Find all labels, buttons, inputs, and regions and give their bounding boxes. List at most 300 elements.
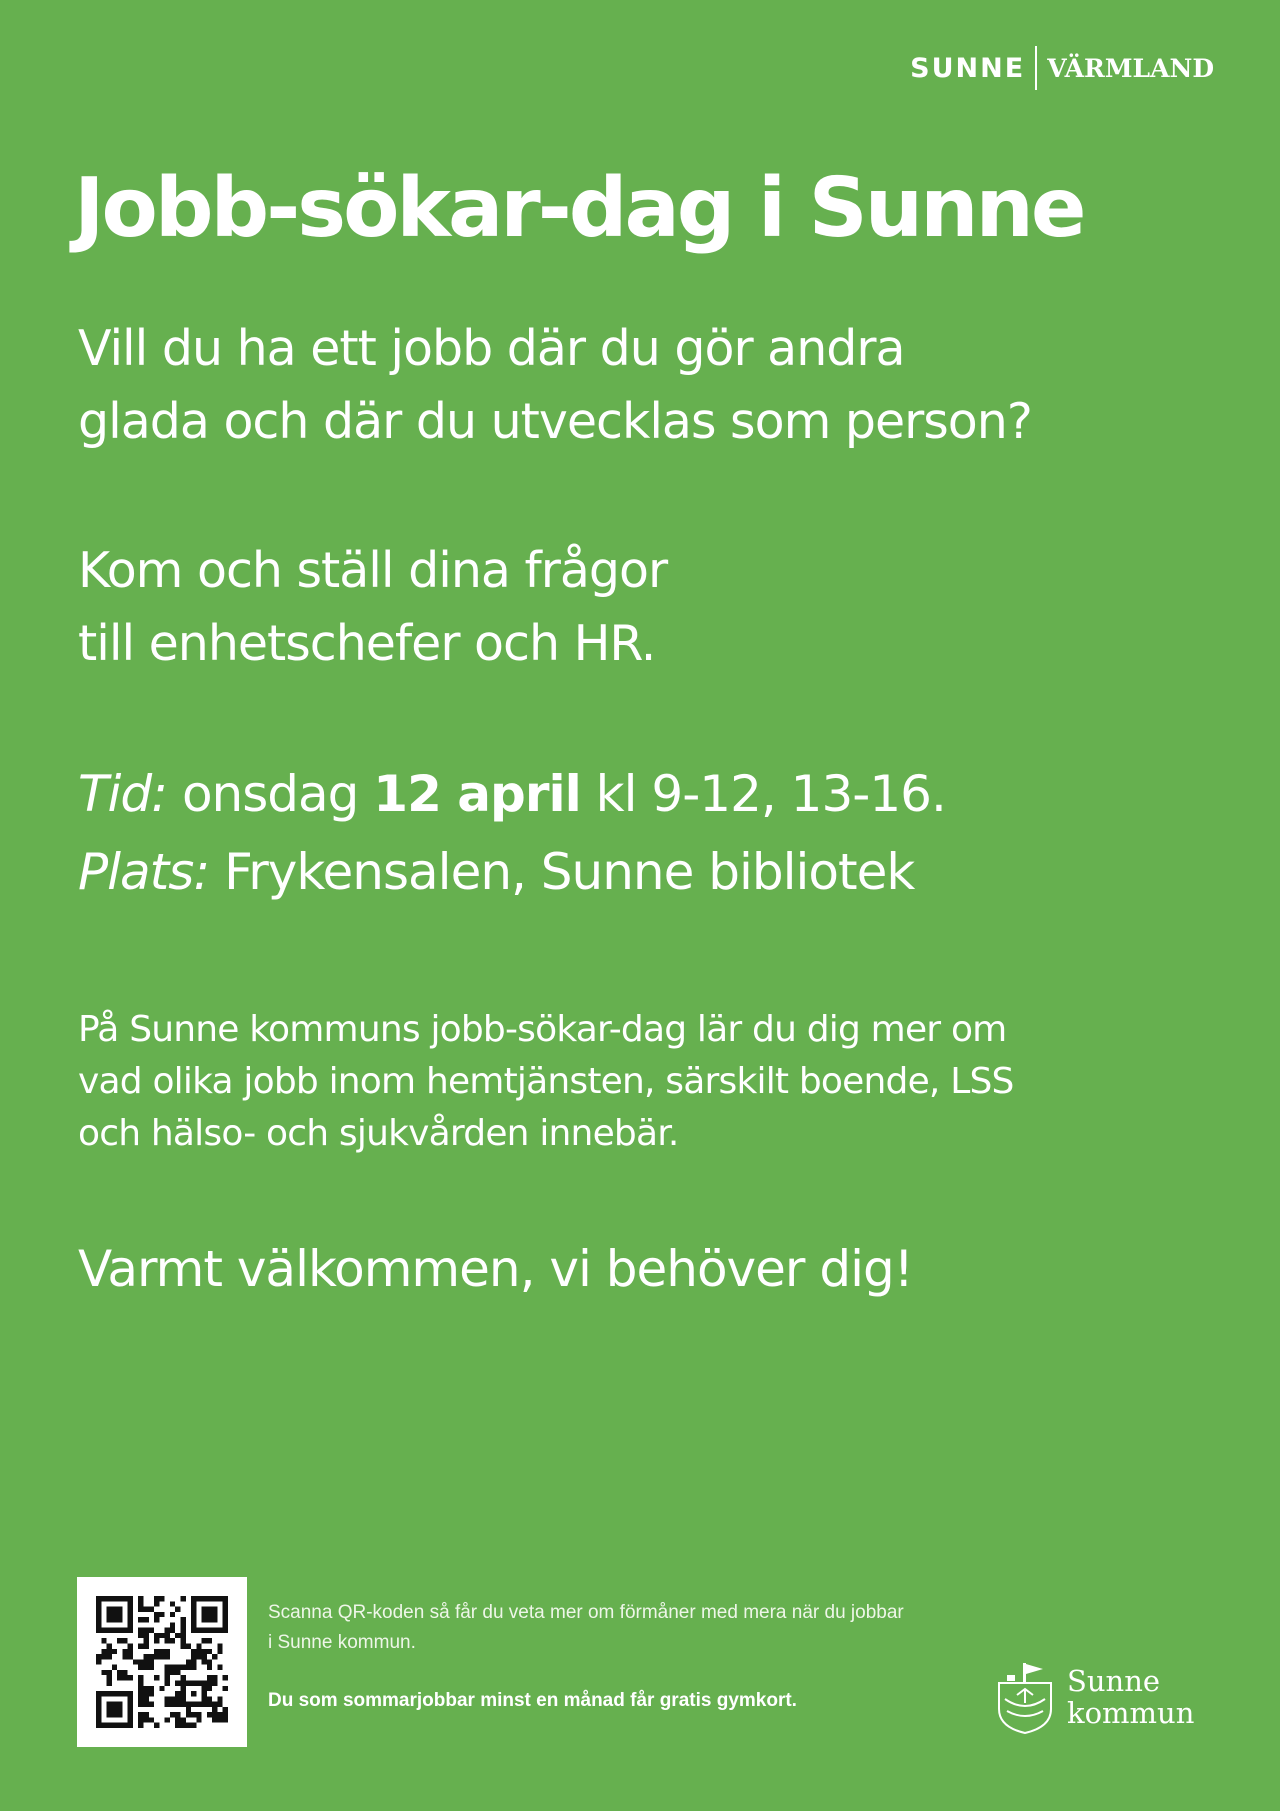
qr-module bbox=[212, 1612, 217, 1617]
qr-module bbox=[101, 1596, 106, 1601]
qr-module bbox=[159, 1649, 164, 1654]
qr-module bbox=[154, 1601, 159, 1606]
qr-module bbox=[212, 1596, 217, 1601]
qr-module bbox=[165, 1675, 170, 1680]
qr-module bbox=[207, 1638, 212, 1643]
time-label: Tid: bbox=[78, 765, 168, 823]
qr-module bbox=[128, 1612, 133, 1617]
qr-module bbox=[128, 1707, 133, 1712]
qr-module bbox=[207, 1628, 212, 1633]
qr-module bbox=[223, 1622, 228, 1627]
qr-module bbox=[96, 1654, 101, 1659]
qr-module bbox=[207, 1617, 212, 1622]
qr-module bbox=[117, 1612, 122, 1617]
qr-module bbox=[128, 1607, 133, 1612]
qr-module bbox=[212, 1712, 217, 1717]
qr-module bbox=[122, 1654, 127, 1659]
qr-module bbox=[117, 1675, 122, 1680]
qr-module bbox=[117, 1617, 122, 1622]
qr-module bbox=[101, 1628, 106, 1633]
qr-module bbox=[122, 1723, 127, 1728]
qr-module bbox=[112, 1596, 117, 1601]
qr-module bbox=[191, 1612, 196, 1617]
qr-module bbox=[180, 1680, 185, 1685]
qr-module bbox=[191, 1702, 196, 1707]
qr-module bbox=[149, 1717, 154, 1722]
time-row bbox=[78, 755, 946, 833]
qr-module bbox=[96, 1596, 101, 1601]
qr-module bbox=[96, 1696, 101, 1701]
qr-module bbox=[107, 1680, 112, 1685]
qr-code-graphic bbox=[96, 1596, 228, 1728]
qr-module bbox=[202, 1696, 207, 1701]
qr-module bbox=[128, 1723, 133, 1728]
qr-module bbox=[112, 1628, 117, 1633]
qr-module bbox=[128, 1596, 133, 1601]
qr-module bbox=[144, 1665, 149, 1670]
qr-module bbox=[149, 1665, 154, 1670]
qr-module bbox=[186, 1644, 191, 1649]
qr-module bbox=[175, 1633, 180, 1638]
qr-module bbox=[191, 1680, 196, 1685]
qr-module bbox=[202, 1617, 207, 1622]
qr-module bbox=[202, 1649, 207, 1654]
qr-module bbox=[212, 1680, 217, 1685]
info-line-1: På Sunne kommuns jobb-sökar-dag lär du dig mer om bbox=[78, 1009, 1007, 1050]
qr-module bbox=[107, 1670, 112, 1675]
qr-module bbox=[101, 1638, 106, 1643]
page-title: Jobb-sökar-dag i Sunne bbox=[74, 161, 1084, 256]
qr-module bbox=[175, 1717, 180, 1722]
qr-module bbox=[159, 1596, 164, 1601]
qr-module bbox=[191, 1723, 196, 1728]
qr-module bbox=[117, 1596, 122, 1601]
qr-module bbox=[144, 1686, 149, 1691]
qr-module bbox=[128, 1654, 133, 1659]
qr-module bbox=[186, 1723, 191, 1728]
qr-module bbox=[112, 1649, 117, 1654]
qr-module bbox=[170, 1665, 175, 1670]
qr-module bbox=[196, 1717, 201, 1722]
qr-module bbox=[170, 1670, 175, 1675]
qr-module bbox=[128, 1696, 133, 1701]
qr-module bbox=[191, 1659, 196, 1664]
qr-module bbox=[223, 1707, 228, 1712]
qr-module bbox=[107, 1712, 112, 1717]
place-label: Plats: bbox=[78, 843, 210, 901]
lead-text bbox=[78, 312, 1032, 458]
qr-module bbox=[217, 1665, 222, 1670]
qr-module bbox=[202, 1607, 207, 1612]
qr-module bbox=[107, 1691, 112, 1696]
qr-module bbox=[144, 1702, 149, 1707]
qr-module bbox=[149, 1702, 154, 1707]
qr-module bbox=[101, 1649, 106, 1654]
qr-module bbox=[101, 1691, 106, 1696]
qr-module bbox=[128, 1712, 133, 1717]
qr-module bbox=[144, 1696, 149, 1701]
qr-module bbox=[144, 1691, 149, 1696]
qr-module bbox=[212, 1654, 217, 1659]
qr-module bbox=[180, 1644, 185, 1649]
qr-module bbox=[128, 1628, 133, 1633]
qr-module bbox=[159, 1612, 164, 1617]
qr-module bbox=[202, 1659, 207, 1664]
qr-module bbox=[144, 1717, 149, 1722]
event-details bbox=[78, 755, 946, 911]
qr-module bbox=[128, 1644, 133, 1649]
qr-module bbox=[191, 1691, 196, 1696]
qr-module bbox=[170, 1628, 175, 1633]
qr-module bbox=[138, 1607, 143, 1612]
qr-module bbox=[196, 1649, 201, 1654]
qr-module bbox=[175, 1702, 180, 1707]
qr-module bbox=[138, 1675, 143, 1680]
ask-line-2: till enhetschefer och HR. bbox=[78, 615, 656, 672]
qr-module bbox=[96, 1702, 101, 1707]
qr-module bbox=[207, 1596, 212, 1601]
qr-module bbox=[101, 1670, 106, 1675]
qr-module bbox=[217, 1628, 222, 1633]
qr-module bbox=[223, 1675, 228, 1680]
brand-sunne: SUNNE bbox=[910, 52, 1026, 84]
qr-module bbox=[144, 1654, 149, 1659]
qr-module bbox=[170, 1612, 175, 1617]
qr-module bbox=[217, 1717, 222, 1722]
qr-module bbox=[180, 1628, 185, 1633]
qr-module bbox=[154, 1617, 159, 1622]
qr-module bbox=[207, 1680, 212, 1685]
qr-module bbox=[191, 1622, 196, 1627]
qr-module bbox=[223, 1686, 228, 1691]
qr-module bbox=[133, 1659, 138, 1664]
qr-module bbox=[165, 1696, 170, 1701]
qr-module bbox=[196, 1712, 201, 1717]
qr-module bbox=[117, 1712, 122, 1717]
qr-module bbox=[186, 1707, 191, 1712]
qr-module bbox=[207, 1649, 212, 1654]
qr-module bbox=[154, 1654, 159, 1659]
qr-module bbox=[138, 1696, 143, 1701]
qr-module bbox=[223, 1712, 228, 1717]
ask-text bbox=[78, 534, 667, 680]
qr-module bbox=[207, 1675, 212, 1680]
qr-module bbox=[202, 1638, 207, 1643]
qr-module bbox=[138, 1644, 143, 1649]
brand-logo bbox=[910, 46, 1214, 90]
qr-module bbox=[180, 1686, 185, 1691]
qr-module bbox=[212, 1702, 217, 1707]
qr-module bbox=[170, 1638, 175, 1643]
qr-module bbox=[149, 1628, 154, 1633]
qr-module bbox=[191, 1617, 196, 1622]
qr-module bbox=[202, 1686, 207, 1691]
qr-module bbox=[128, 1622, 133, 1627]
welcome-text: Varmt välkommen, vi behöver dig! bbox=[78, 1240, 913, 1298]
qr-module bbox=[144, 1633, 149, 1638]
qr-module bbox=[138, 1617, 143, 1622]
qr-module bbox=[144, 1644, 149, 1649]
qr-module bbox=[217, 1649, 222, 1654]
qr-module bbox=[180, 1596, 185, 1601]
qr-module bbox=[112, 1707, 117, 1712]
info-line-3: och hälso- och sjukvården innebär. bbox=[78, 1113, 679, 1154]
qr-module bbox=[107, 1707, 112, 1712]
qr-module bbox=[144, 1628, 149, 1633]
qr-module bbox=[186, 1659, 191, 1664]
qr-module bbox=[138, 1717, 143, 1722]
qr-module bbox=[165, 1633, 170, 1638]
qr-module bbox=[191, 1649, 196, 1654]
info-line-2: vad olika jobb inom hemtjänsten, särskilt boende, LSS bbox=[78, 1061, 1014, 1102]
qr-module bbox=[128, 1649, 133, 1654]
qr-module bbox=[217, 1696, 222, 1701]
qr-module bbox=[117, 1638, 122, 1643]
qr-module bbox=[144, 1617, 149, 1622]
qr-module bbox=[138, 1723, 143, 1728]
qr-module bbox=[128, 1617, 133, 1622]
qr-module bbox=[207, 1686, 212, 1691]
place-row bbox=[78, 833, 946, 911]
qr-module bbox=[96, 1691, 101, 1696]
qr-module bbox=[175, 1723, 180, 1728]
qr-module bbox=[207, 1702, 212, 1707]
qr-module bbox=[138, 1691, 143, 1696]
qr-module bbox=[138, 1686, 143, 1691]
qr-module bbox=[191, 1601, 196, 1606]
qr-code-icon[interactable] bbox=[77, 1577, 247, 1747]
qr-module bbox=[223, 1596, 228, 1601]
qr-module bbox=[117, 1670, 122, 1675]
qr-module bbox=[138, 1596, 143, 1601]
qr-module bbox=[180, 1633, 185, 1638]
qr-module bbox=[117, 1707, 122, 1712]
qr-module bbox=[165, 1670, 170, 1675]
qr-module bbox=[107, 1702, 112, 1707]
gym-card-note: Du som sommarjobbar minst en månad får gratis gymkort. bbox=[268, 1690, 797, 1711]
qr-module bbox=[138, 1628, 143, 1633]
qr-module bbox=[154, 1596, 159, 1601]
qr-module bbox=[96, 1717, 101, 1722]
qr-module bbox=[154, 1675, 159, 1680]
qr-module bbox=[112, 1617, 117, 1622]
qr-module bbox=[159, 1686, 164, 1691]
qr-module bbox=[117, 1691, 122, 1696]
qr-module bbox=[101, 1654, 106, 1659]
qr-module bbox=[180, 1717, 185, 1722]
qr-module bbox=[96, 1628, 101, 1633]
qr-module bbox=[96, 1712, 101, 1717]
qr-module bbox=[96, 1622, 101, 1627]
qr-module bbox=[196, 1702, 201, 1707]
qr-module bbox=[180, 1696, 185, 1701]
qr-module bbox=[165, 1654, 170, 1659]
qr-module bbox=[138, 1712, 143, 1717]
time-date: 12 april bbox=[373, 765, 581, 823]
qr-module bbox=[112, 1712, 117, 1717]
qr-module bbox=[144, 1638, 149, 1643]
qr-module bbox=[96, 1607, 101, 1612]
qr-module bbox=[149, 1659, 154, 1664]
qr-module bbox=[186, 1680, 191, 1685]
qr-module bbox=[112, 1702, 117, 1707]
qr-module bbox=[112, 1723, 117, 1728]
qr-module bbox=[96, 1617, 101, 1622]
qr-module bbox=[128, 1601, 133, 1606]
time-weekday: onsdag bbox=[181, 765, 359, 823]
qr-module bbox=[128, 1675, 133, 1680]
qr-module bbox=[170, 1622, 175, 1627]
qr-module bbox=[165, 1638, 170, 1643]
qr-module bbox=[138, 1702, 143, 1707]
qr-module bbox=[202, 1612, 207, 1617]
qr-module bbox=[196, 1644, 201, 1649]
qr-module bbox=[170, 1712, 175, 1717]
qr-module bbox=[217, 1596, 222, 1601]
qr-module bbox=[107, 1675, 112, 1680]
qr-module bbox=[138, 1665, 143, 1670]
qr-module bbox=[180, 1691, 185, 1696]
kommun-line-1: Sunne bbox=[1067, 1664, 1161, 1698]
qr-module bbox=[107, 1628, 112, 1633]
place-value: Frykensalen, Sunne bibliotek bbox=[224, 843, 915, 901]
qr-module bbox=[117, 1723, 122, 1728]
qr-module bbox=[175, 1607, 180, 1612]
qr-module bbox=[212, 1707, 217, 1712]
qr-module bbox=[122, 1675, 127, 1680]
qr-module bbox=[186, 1712, 191, 1717]
qr-module bbox=[217, 1712, 222, 1717]
qr-module bbox=[223, 1607, 228, 1612]
qr-module bbox=[122, 1628, 127, 1633]
qr-module bbox=[207, 1665, 212, 1670]
qr-module bbox=[128, 1691, 133, 1696]
qr-module bbox=[107, 1607, 112, 1612]
qr-module bbox=[138, 1680, 143, 1685]
qr-module bbox=[191, 1607, 196, 1612]
qr-module bbox=[180, 1665, 185, 1670]
ask-line-1: Kom och ställ dina frågor bbox=[78, 542, 668, 599]
qr-module bbox=[212, 1675, 217, 1680]
qr-module bbox=[175, 1712, 180, 1717]
qr-module bbox=[212, 1607, 217, 1612]
qr-module bbox=[196, 1654, 201, 1659]
qr-module bbox=[207, 1612, 212, 1617]
qr-module bbox=[138, 1601, 143, 1606]
qr-module bbox=[154, 1649, 159, 1654]
qr-module bbox=[107, 1723, 112, 1728]
qr-module bbox=[144, 1607, 149, 1612]
qr-module bbox=[165, 1649, 170, 1654]
kommun-wordmark bbox=[1067, 1665, 1194, 1729]
qr-module bbox=[165, 1665, 170, 1670]
qr-module bbox=[175, 1691, 180, 1696]
qr-module bbox=[159, 1654, 164, 1659]
qr-module bbox=[202, 1654, 207, 1659]
qr-module bbox=[223, 1617, 228, 1622]
coat-of-arms-icon bbox=[995, 1659, 1055, 1735]
qr-module bbox=[96, 1723, 101, 1728]
qr-module bbox=[212, 1717, 217, 1722]
qr-module bbox=[217, 1644, 222, 1649]
qr-module bbox=[202, 1702, 207, 1707]
qr-module bbox=[122, 1596, 127, 1601]
qr-module bbox=[117, 1607, 122, 1612]
qr-module bbox=[154, 1638, 159, 1643]
qr-module bbox=[149, 1686, 154, 1691]
time-hours: kl 9-12, 13-16. bbox=[595, 765, 946, 823]
qr-module bbox=[128, 1702, 133, 1707]
qr-module bbox=[107, 1654, 112, 1659]
qr-module bbox=[207, 1607, 212, 1612]
qr-module bbox=[107, 1612, 112, 1617]
qr-module bbox=[202, 1596, 207, 1601]
qr-module bbox=[144, 1659, 149, 1664]
qr-module bbox=[202, 1691, 207, 1696]
qr-module bbox=[96, 1659, 101, 1664]
qr-module bbox=[107, 1649, 112, 1654]
qr-module bbox=[128, 1717, 133, 1722]
qr-module bbox=[180, 1638, 185, 1643]
qr-module bbox=[96, 1601, 101, 1606]
qr-module bbox=[212, 1628, 217, 1633]
qr-module bbox=[101, 1723, 106, 1728]
qr-module bbox=[122, 1670, 127, 1675]
qr-module bbox=[165, 1717, 170, 1722]
qr-module bbox=[107, 1596, 112, 1601]
qr-module bbox=[202, 1680, 207, 1685]
qr-module bbox=[149, 1654, 154, 1659]
qr-module bbox=[217, 1702, 222, 1707]
qr-module bbox=[154, 1633, 159, 1638]
qr-module bbox=[202, 1628, 207, 1633]
lead-line-1: Vill du ha ett jobb där du gör andra bbox=[78, 320, 905, 377]
qr-module bbox=[207, 1659, 212, 1664]
qr-module bbox=[112, 1665, 117, 1670]
qr-module bbox=[223, 1628, 228, 1633]
qr-module bbox=[207, 1712, 212, 1717]
qr-module bbox=[154, 1612, 159, 1617]
qr-module bbox=[186, 1702, 191, 1707]
qr-module bbox=[175, 1680, 180, 1685]
qr-module bbox=[196, 1596, 201, 1601]
qr-module bbox=[107, 1644, 112, 1649]
qr-module bbox=[154, 1723, 159, 1728]
qr-module bbox=[117, 1628, 122, 1633]
qr-module bbox=[144, 1712, 149, 1717]
qr-module bbox=[165, 1702, 170, 1707]
qr-module bbox=[122, 1649, 127, 1654]
qr-module bbox=[165, 1680, 170, 1685]
kommun-line-2: kommun bbox=[1067, 1696, 1195, 1730]
qr-module bbox=[180, 1702, 185, 1707]
sunne-kommun-logo bbox=[995, 1659, 1194, 1735]
info-paragraph bbox=[78, 1004, 1014, 1160]
qr-module bbox=[191, 1654, 196, 1659]
qr-module bbox=[149, 1607, 154, 1612]
qr-module bbox=[96, 1612, 101, 1617]
qr-module bbox=[186, 1665, 191, 1670]
qr-module bbox=[191, 1596, 196, 1601]
qr-module bbox=[107, 1617, 112, 1622]
qr-module bbox=[159, 1633, 164, 1638]
qr-module bbox=[170, 1696, 175, 1701]
lead-line-2: glada och där du utvecklas som person? bbox=[78, 393, 1032, 450]
qr-module bbox=[122, 1691, 127, 1696]
qr-module bbox=[112, 1612, 117, 1617]
qr-module bbox=[180, 1723, 185, 1728]
brand-divider bbox=[1035, 46, 1037, 90]
